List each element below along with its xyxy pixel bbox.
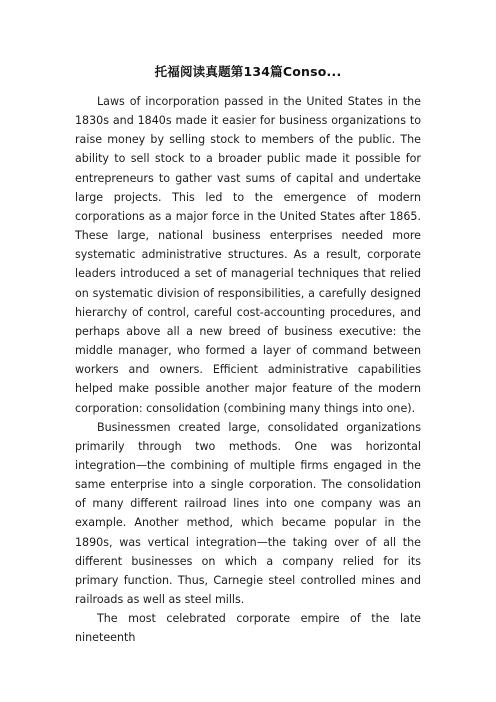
paragraph-1: Laws of incorporation passed in the United States in the 1830s and 1840s made it easier for business organizations to raise money by selling stock to members of the public. The ability to sell stock to a broader public made it possible for entrepreneurs to gather vast sums of capital and undertake large projects. This led to the emergence of modern corporations as a major force in the United States after 1865. These large, national business enterprises needed more systematic administrative structures. As a result, corporate leaders introduced a set of managerial techniques that relied on systematic division of responsibilities, a carefully designed hierarchy of control, careful cost-accounting procedures, and perhaps above all a new breed of business executive: the middle manager, who formed a layer of command between workers and owners. Efficient administrative capabilities helped make possible another major feature of the modern corporation: consolidation (combining many things into one). — [75, 95, 421, 415]
paragraph-2: Businessmen created large, consolidated organizations primarily through two methods. One was horizontal integration—the combining of multiple firms engaged in the same enterprise into a single corporation. The consolidation of many different railroad lines into one company was an example. Another method, which became popular in the 1890s, was vertical integration—the taking over of all the different businesses on which a company relied for its primary function. Thus, Carnegie steel controlled mines and railroads as well as steel mills. — [75, 420, 421, 607]
paragraph-3: The most celebrated corporate empire of the late nineteenth — [75, 612, 421, 645]
document-title: 托福阅读真题第134篇Conso... — [154, 64, 342, 79]
document-body — [75, 92, 421, 648]
